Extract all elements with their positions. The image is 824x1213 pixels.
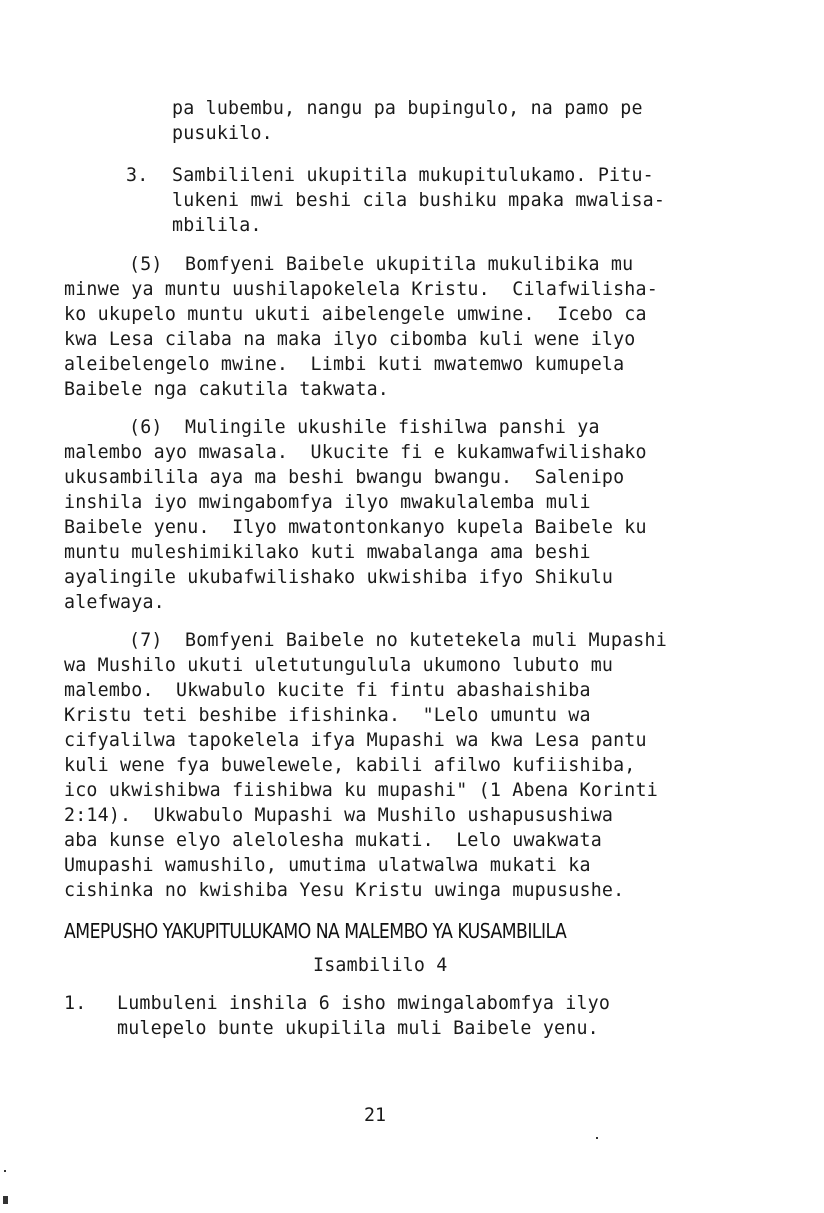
para6-line-5: Baibele yenu. Ilyo mwatontonkanyo kupela Baibele ku: [64, 517, 647, 538]
para7-line-2: wa Mushilo ukuti uletutungulula ukumono lubuto mu: [64, 655, 614, 676]
item3-line-1: Sambilileni ukupitila mukupitulukamo. Pitu-: [172, 165, 654, 186]
para5-line-5: aleibelengelo mwine. Limbi kuti mwatemwo kumupela: [64, 354, 625, 375]
para6-line-7: ayalingile ukubafwilishako ukwishiba ifyo Shikulu: [64, 567, 614, 588]
lesson-subheading: Isambililo 4: [313, 955, 448, 976]
para7-line-6: kuli wene fya buwelewele, kabili afilwo kufiishiba,: [64, 755, 636, 776]
para5-line-2: minwe ya muntu uushilapokelela Kristu. Cilafwilisha-: [64, 279, 658, 300]
continuation-line-1: pa lubembu, nangu pa bupingulo, na pamo pe: [172, 98, 643, 119]
para7-line-9: aba kunse elyo alelolesha mukati. Lelo uwakwata: [64, 830, 602, 851]
para7-line-1: (7) Bomfyeni Baibele no kutetekela muli Mupashi: [129, 630, 667, 651]
para5-line-3: ko ukupelo muntu ukuti aibelengele umwine. Icebo ca: [64, 304, 647, 325]
para5-line-1: (5) Bomfyeni Baibele ukupitila mukulibika mu: [129, 254, 634, 275]
para7-line-8: 2:14). Ukwabulo Mupashi wa Mushilo ushapusushiwa: [64, 805, 614, 826]
para6-line-8: alefwaya.: [64, 592, 165, 613]
scan-speck: [4, 1170, 6, 1172]
para6-line-6: muntu muleshimikilako kuti mwabalanga ama beshi: [64, 542, 591, 563]
scan-speck: [596, 1137, 598, 1139]
para7-line-7: ico ukwishibwa fiishibwa ku mupashi" (1 Abena Korinti: [64, 780, 658, 801]
section-heading: AMEPUSHO YAKUPITULUKAMO NA MALEMBO YA KUSAMBILILA: [64, 919, 567, 943]
para7-line-5: cifyalilwa tapokelela ifya Mupashi wa kwa Lesa pantu: [64, 730, 647, 751]
para7-line-10: Umupashi wamushilo, umutima ulatwalwa mukati ka: [64, 855, 591, 876]
continuation-line-2: pusukilo.: [172, 123, 273, 144]
para6-line-2: malembo ayo mwasala. Ukucite fi e kukamwafwilishako: [64, 442, 647, 463]
question1-number: 1.: [64, 993, 87, 1014]
para6-line-1: (6) Mulingile ukushile fishilwa panshi ya: [129, 417, 600, 438]
scan-speck: [3, 1196, 8, 1204]
para5-line-6: Baibele nga cakutila takwata.: [64, 379, 389, 400]
item3-line-2: lukeni mwi beshi cila bushiku mpaka mwalisa-: [172, 190, 666, 211]
question1-line-2: mulepelo bunte ukupilila muli Baibele yenu.: [117, 1018, 599, 1039]
page-number: 21: [364, 1105, 387, 1126]
item3-number: 3.: [126, 165, 149, 186]
para6-line-3: ukusambilila aya ma beshi bwangu bwangu. Salenipo: [64, 467, 625, 488]
para7-line-11: cishinka no kwishiba Yesu Kristu uwinga mupusushe.: [64, 880, 625, 901]
question1-line-1: Lumbuleni inshila 6 isho mwingalabomfya ilyo: [117, 993, 611, 1014]
item3-line-3: mbilila.: [172, 215, 262, 236]
para6-line-4: inshila iyo mwingabomfya ilyo mwakulalemba muli: [64, 492, 591, 513]
para7-line-4: Kristu teti beshibe ifishinka. "Lelo umuntu wa: [64, 705, 591, 726]
para7-line-3: malembo. Ukwabulo kucite fi fintu abashaishiba: [64, 680, 591, 701]
para5-line-4: kwa Lesa cilaba na maka ilyo cibomba kuli wene ilyo: [64, 329, 636, 350]
